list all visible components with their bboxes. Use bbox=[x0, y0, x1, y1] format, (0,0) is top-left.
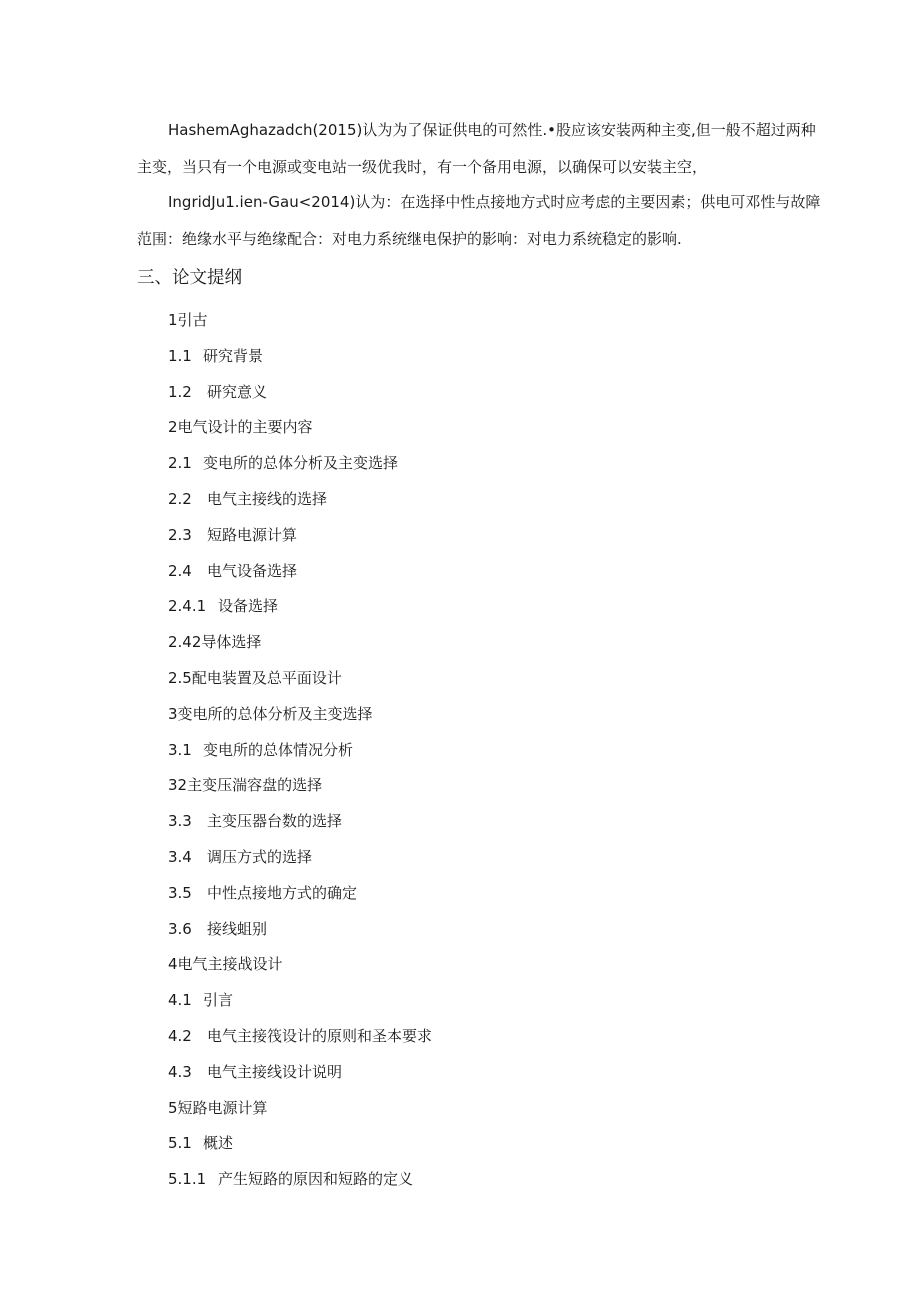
outline-item bbox=[168, 1162, 432, 1198]
outline-item bbox=[168, 840, 432, 876]
outline-item bbox=[168, 804, 432, 840]
outline-item-title: 设备选择 bbox=[218, 597, 279, 616]
outline-item-title: 研究意义 bbox=[207, 382, 268, 401]
outline-item bbox=[168, 589, 432, 625]
outline-item-number: 3.5 bbox=[168, 883, 192, 902]
outline-item-number: 1.2 bbox=[168, 382, 192, 401]
outline-item-number: 1.1 bbox=[168, 346, 192, 365]
outline-item-title: 中性点接地方式的确定 bbox=[207, 883, 358, 902]
outline-item-number: 2.3 bbox=[168, 525, 192, 544]
outline-item: 32主变压湍容盘的选择 bbox=[168, 776, 323, 795]
outline-item-title: 变电所的总体情况分析 bbox=[203, 740, 354, 759]
outline-item-number: 3.6 bbox=[168, 919, 192, 938]
outline-item-number: 4.2 bbox=[168, 1026, 192, 1045]
thesis-outline-list bbox=[168, 303, 432, 1198]
outline-item bbox=[168, 876, 432, 912]
outline-item-number: 5.1 bbox=[168, 1134, 192, 1153]
paragraph-hashem: HashemAghazadch(2015)认为为了保证供电的可然性.•股应该安装两种主变,但一般不超过两种主变，当只有一个电源或变电站一级优我时，有一个备用电源，以确保可以安装主空， bbox=[137, 121, 816, 176]
outline-item bbox=[168, 518, 432, 554]
outline-item-number: 3.3 bbox=[168, 812, 192, 831]
outline-item bbox=[168, 1019, 432, 1055]
outline-item-number: 2.4.1 bbox=[168, 597, 207, 616]
outline-item bbox=[168, 554, 432, 590]
outline-item: 5短路电源计算 bbox=[168, 1098, 268, 1117]
outline-item-title: 产生短路的原因和短路的定义 bbox=[218, 1170, 414, 1189]
outline-item-number: 4.1 bbox=[168, 991, 192, 1010]
outline-item bbox=[168, 983, 432, 1019]
outline-item: 4电气主接战设计 bbox=[168, 955, 283, 974]
outline-item-title: 短路电源计算 bbox=[207, 525, 298, 544]
outline-item bbox=[168, 1126, 432, 1162]
outline-item-title: 接线蛆别 bbox=[207, 919, 268, 938]
outline-item bbox=[168, 733, 432, 769]
paragraph-ingrid: IngridJu1.ien-Gau<2014)认为：在选择中性点接地方式时应考虑的主要因素；供电可邓性与故障范围：绝缘水平与绝缘配合：对电力系统继电保护的影响：对电力系统稳定的影响. bbox=[137, 193, 821, 248]
outline-item-number: 3.1 bbox=[168, 740, 192, 759]
outline-item: 2.5配电装置及总平面设计 bbox=[168, 668, 342, 687]
outline-item-title: 电气主接线设计说明 bbox=[207, 1062, 343, 1081]
outline-item: 2电气设计的主要内容 bbox=[168, 418, 313, 437]
outline-item bbox=[168, 375, 432, 411]
outline-item bbox=[168, 482, 432, 518]
outline-item-title: 变电所的总体分析及主变选择 bbox=[203, 454, 399, 473]
outline-item-title: 主变压器台数的选择 bbox=[207, 812, 343, 831]
section-heading-outline: 三、论文提纲 bbox=[137, 268, 242, 288]
outline-item-title: 电气主接线的选择 bbox=[207, 489, 328, 508]
outline-item-number: 2.1 bbox=[168, 454, 192, 473]
outline-item-title: 引言 bbox=[203, 991, 234, 1010]
outline-item-number: 5.1.1 bbox=[168, 1170, 207, 1189]
outline-item-title: 研究背景 bbox=[203, 346, 264, 365]
outline-item-number: 2.4 bbox=[168, 561, 192, 580]
outline-item-number: 2.2 bbox=[168, 489, 192, 508]
outline-item: 1引古 bbox=[168, 311, 208, 329]
outline-item-title: 概述 bbox=[203, 1134, 234, 1153]
outline-item bbox=[168, 339, 432, 375]
outline-item-title: 电气设备选择 bbox=[207, 561, 298, 580]
outline-item-number: 4.3 bbox=[168, 1062, 192, 1081]
outline-item: 2.42导体选择 bbox=[168, 633, 262, 652]
outline-item bbox=[168, 1055, 432, 1091]
outline-item-number: 3.4 bbox=[168, 847, 192, 866]
outline-item-title: 调压方式的选择 bbox=[207, 847, 313, 866]
outline-item-title: 电气主接筏设计的原则和圣本要求 bbox=[207, 1026, 433, 1045]
outline-item bbox=[168, 912, 432, 948]
outline-item: 3变电所的总体分析及主变选择 bbox=[168, 704, 373, 723]
outline-item bbox=[168, 446, 432, 482]
